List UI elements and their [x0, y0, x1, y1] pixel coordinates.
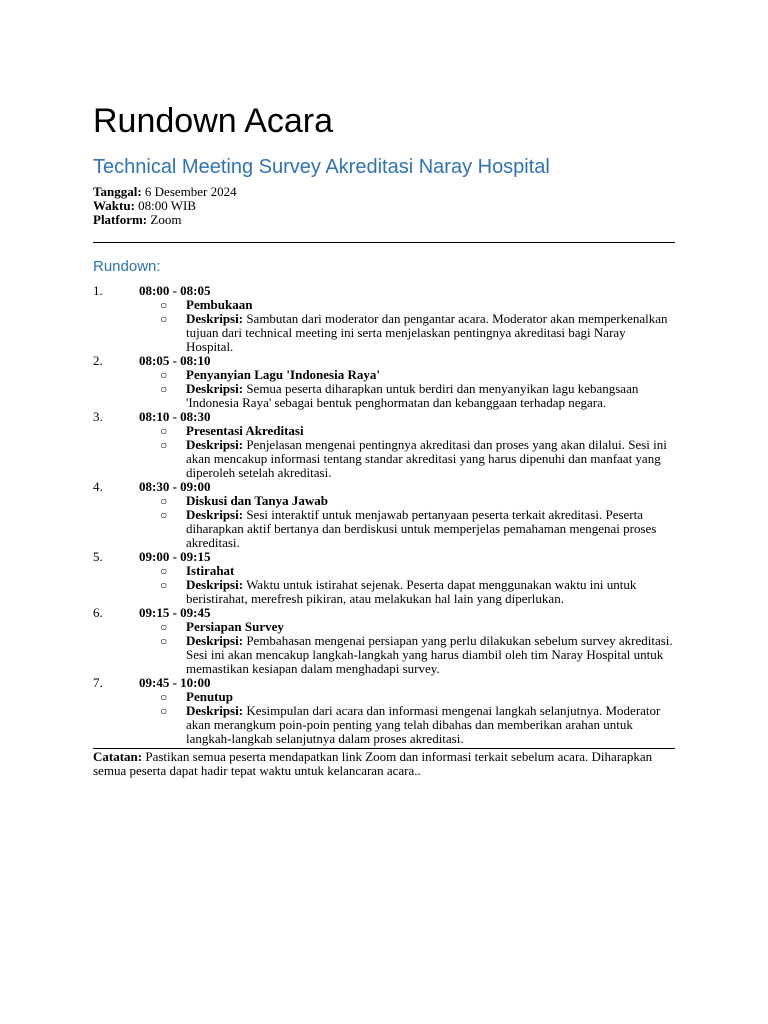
item-time: 09:00 - 09:15: [139, 549, 211, 564]
item-number: 1.: [93, 283, 103, 298]
circle-bullet-icon: ○: [160, 620, 168, 634]
description-label: Deskripsi:: [186, 577, 244, 592]
item-description: Semua peserta diharapkan untuk berdiri dan menyanyikan lagu kebangsaan 'Indonesia Raya' sebagai bentuk penghormatan dan kebanggaan terhadap negara.: [186, 381, 639, 410]
description-subitem: [93, 508, 675, 550]
agenda-item: [93, 480, 675, 550]
item-time: 08:10 - 08:30: [139, 409, 211, 424]
description-label: Deskripsi:: [186, 633, 244, 648]
item-description: Penjelasan mengenai pentingnya akreditasi dan proses yang akan dilalui. Sesi ini akan mencakup informasi tentang standar akreditasi yang harus dipenuhi dan manfaat yang diperoleh setelah akreditasi.: [186, 437, 667, 480]
description-label: Deskripsi:: [186, 311, 244, 326]
description-label: Deskripsi:: [186, 381, 244, 396]
circle-bullet-icon: ○: [160, 508, 168, 522]
agenda-item: [93, 676, 675, 746]
circle-bullet-icon: ○: [160, 634, 168, 648]
activity-subitem: [93, 298, 675, 312]
item-number: 3.: [93, 409, 103, 424]
time-value: 08:00 WIB: [138, 198, 197, 213]
item-description: Sesi interaktif untuk menjawab pertanyaan peserta terkait akreditasi. Peserta diharapkan aktif bertanya dan berdiskusi untuk memperjelas pemahaman mengenai proses akreditasi.: [186, 507, 657, 550]
item-number: 5.: [93, 549, 103, 564]
item-activity: Penyanyian Lagu 'Indonesia Raya': [186, 367, 380, 382]
circle-bullet-icon: ○: [160, 704, 168, 718]
description-subitem: [93, 312, 675, 354]
item-time: 08:30 - 09:00: [139, 479, 211, 494]
platform-line: [93, 213, 237, 227]
description-label: Deskripsi:: [186, 703, 244, 718]
item-description: Kesimpulan dari acara dan informasi mengenai langkah selanjutnya. Moderator akan merangkum poin-poin penting yang telah dibahas dan memberikan arahan untuk langkah-langkah selanjutnya dalam proses akreditasi.: [186, 703, 661, 746]
item-activity: Diskusi dan Tanya Jawab: [186, 493, 328, 508]
rundown-heading: Rundown:: [93, 258, 161, 275]
item-time: 09:45 - 10:00: [139, 675, 211, 690]
date-label: Tanggal:: [93, 184, 142, 199]
description-subitem: [93, 634, 675, 676]
activity-subitem: [93, 690, 675, 704]
item-description: Waktu untuk istirahat sejenak. Peserta dapat menggunakan waktu ini untuk beristirahat, merefresh pikiran, atau melakukan hal lain yang diperlukan.: [186, 577, 637, 606]
item-number: 7.: [93, 675, 103, 690]
event-details: [93, 185, 237, 227]
item-activity: Penutup: [186, 689, 233, 704]
item-activity: Persiapan Survey: [186, 619, 284, 634]
circle-bullet-icon: ○: [160, 690, 168, 704]
activity-subitem: [93, 620, 675, 634]
activity-subitem: [93, 368, 675, 382]
activity-subitem: [93, 494, 675, 508]
note-paragraph: [93, 750, 675, 778]
circle-bullet-icon: ○: [160, 368, 168, 382]
item-activity: Istirahat: [186, 563, 235, 578]
document-title: Rundown Acara: [93, 102, 334, 140]
description-subitem: [93, 382, 675, 410]
top-divider: [93, 242, 675, 243]
item-description: Pembahasan mengenai persiapan yang perlu dilakukan sebelum survey akreditasi. Sesi ini akan mencakup langkah-langkah yang harus diambil oleh tim Naray Hospital untuk memastikan kesiapan dalam menghadapi survey.: [186, 633, 673, 676]
date-line: [93, 185, 237, 199]
agenda-list: [93, 284, 675, 746]
description-subitem: [93, 704, 675, 746]
circle-bullet-icon: ○: [160, 312, 168, 326]
description-label: Deskripsi:: [186, 437, 244, 452]
time-line: [93, 199, 237, 213]
note-text: Pastikan semua peserta mendapatkan link Zoom dan informasi terkait sebelum acara. Diharapkan semua peserta dapat hadir tepat waktu untuk kelancaran acara..: [93, 749, 653, 778]
description-label: Deskripsi:: [186, 507, 244, 522]
item-time: 08:00 - 08:05: [139, 283, 211, 298]
description-subitem: [93, 578, 675, 606]
item-number: 4.: [93, 479, 103, 494]
item-description: Sambutan dari moderator dan pengantar acara. Moderator akan memperkenalkan tujuan dari technical meeting ini serta menjelaskan pentingnya akreditasi bagi Naray Hospital.: [186, 311, 668, 354]
item-time: 09:15 - 09:45: [139, 605, 211, 620]
activity-subitem: [93, 424, 675, 438]
document-subtitle: Technical Meeting Survey Akreditasi Naray Hospital: [93, 156, 550, 178]
circle-bullet-icon: ○: [160, 424, 168, 438]
agenda-item: [93, 354, 675, 410]
circle-bullet-icon: ○: [160, 298, 168, 312]
circle-bullet-icon: ○: [160, 382, 168, 396]
circle-bullet-icon: ○: [160, 438, 168, 452]
agenda-item: [93, 550, 675, 606]
time-label: Waktu:: [93, 198, 135, 213]
date-value: 6 Desember 2024: [144, 184, 237, 199]
note-label: Catatan:: [93, 749, 143, 764]
description-subitem: [93, 438, 675, 480]
platform-value: Zoom: [150, 212, 182, 227]
item-time: 08:05 - 08:10: [139, 353, 211, 368]
agenda-item: [93, 284, 675, 354]
circle-bullet-icon: ○: [160, 564, 168, 578]
item-number: 6.: [93, 605, 103, 620]
platform-label: Platform:: [93, 212, 148, 227]
agenda-item: [93, 606, 675, 676]
item-number: 2.: [93, 353, 103, 368]
activity-subitem: [93, 564, 675, 578]
circle-bullet-icon: ○: [160, 494, 168, 508]
item-activity: Presentasi Akreditasi: [186, 423, 304, 438]
circle-bullet-icon: ○: [160, 578, 168, 592]
item-activity: Pembukaan: [186, 297, 253, 312]
agenda-item: [93, 410, 675, 480]
